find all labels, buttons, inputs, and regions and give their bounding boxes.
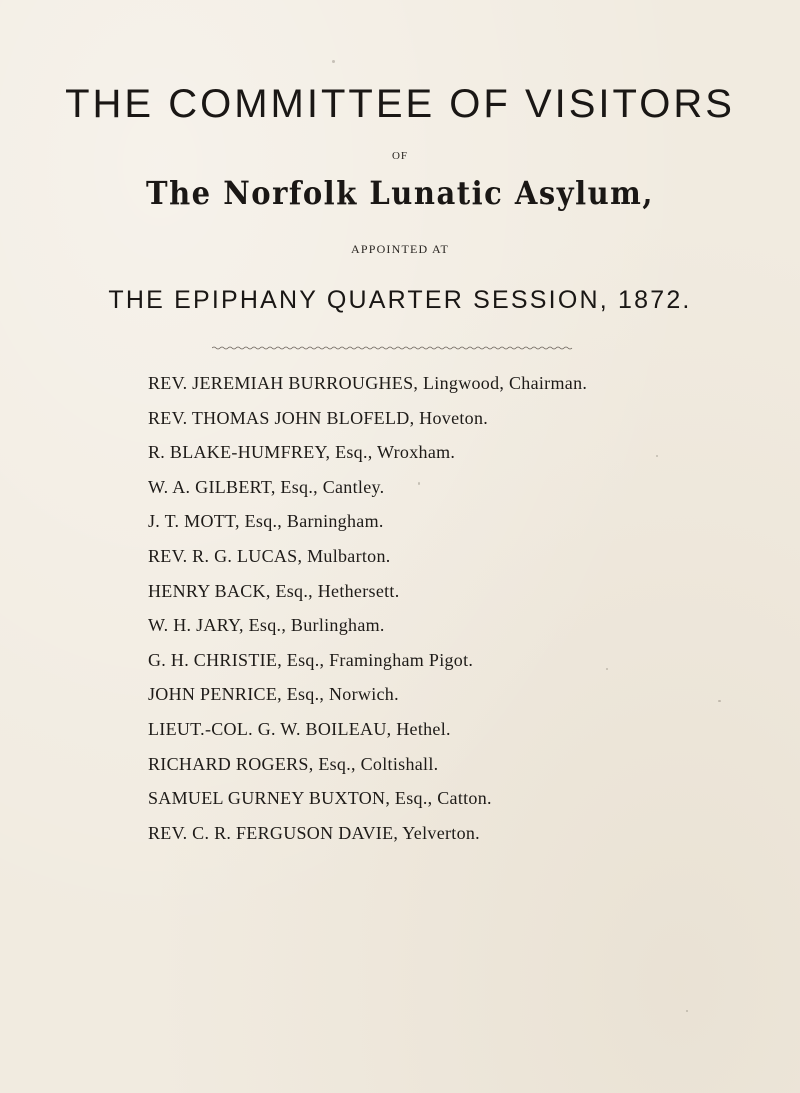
members-list xyxy=(148,366,768,850)
paper-speck xyxy=(606,668,608,670)
paper-speck xyxy=(332,60,335,63)
member-entry: R. BLAKE-HUMFREY, Esq., Wroxham. xyxy=(148,442,456,463)
member-entry: REV. JEREMIAH BURROUGHES, Lingwood, Chairman. xyxy=(148,373,588,393)
member-entry: J. T. MOTT, Esq., Barningham. xyxy=(148,511,384,532)
appointed-label: APPOINTED AT xyxy=(350,242,450,256)
member-entry: JOHN PENRICE, Esq., Norwich. xyxy=(148,684,399,705)
paper-speck xyxy=(718,700,721,702)
member-entry: RICHARD ROGERS, Esq., Coltishall. xyxy=(148,753,439,774)
member-entry: LIEUT.-COL. G. W. BOILEAU, Hethel. xyxy=(148,718,451,739)
member-entry: W. A. GILBERT, Esq., Cantley. xyxy=(148,476,385,497)
member-entry: W. H. JARY, Esq., Burlingham. xyxy=(148,615,385,636)
paper-speck xyxy=(590,302,592,304)
session-heading: THE EPIPHANY QUARTER SESSION, 1872. xyxy=(108,286,692,314)
member-entry: REV. R. G. LUCAS, Mulbarton. xyxy=(148,545,391,566)
paper-speck xyxy=(686,1010,688,1012)
ornamental-wavy-rule xyxy=(212,345,574,351)
paper-speck xyxy=(656,455,658,457)
member-entry: REV. THOMAS JOHN BLOFELD, Hoveton. xyxy=(148,407,489,428)
paper-speck xyxy=(184,688,186,690)
of-label: OF xyxy=(391,150,409,162)
document-title: THE COMMITTEE OF VISITORS xyxy=(65,82,735,126)
member-entry: SAMUEL GURNEY BUXTON, Esq., Catton. xyxy=(148,788,492,809)
paper-speck xyxy=(418,482,420,485)
member-entry: REV. C. R. FERGUSON DAVIE, Yelverton. xyxy=(148,822,480,843)
member-entry: G. H. CHRISTIE, Esq., Framingham Pigot. xyxy=(148,649,474,670)
member-entry: HENRY BACK, Esq., Hethersett. xyxy=(148,580,400,601)
institution-name: The Norfolk Lunatic Asylum, xyxy=(146,174,654,212)
